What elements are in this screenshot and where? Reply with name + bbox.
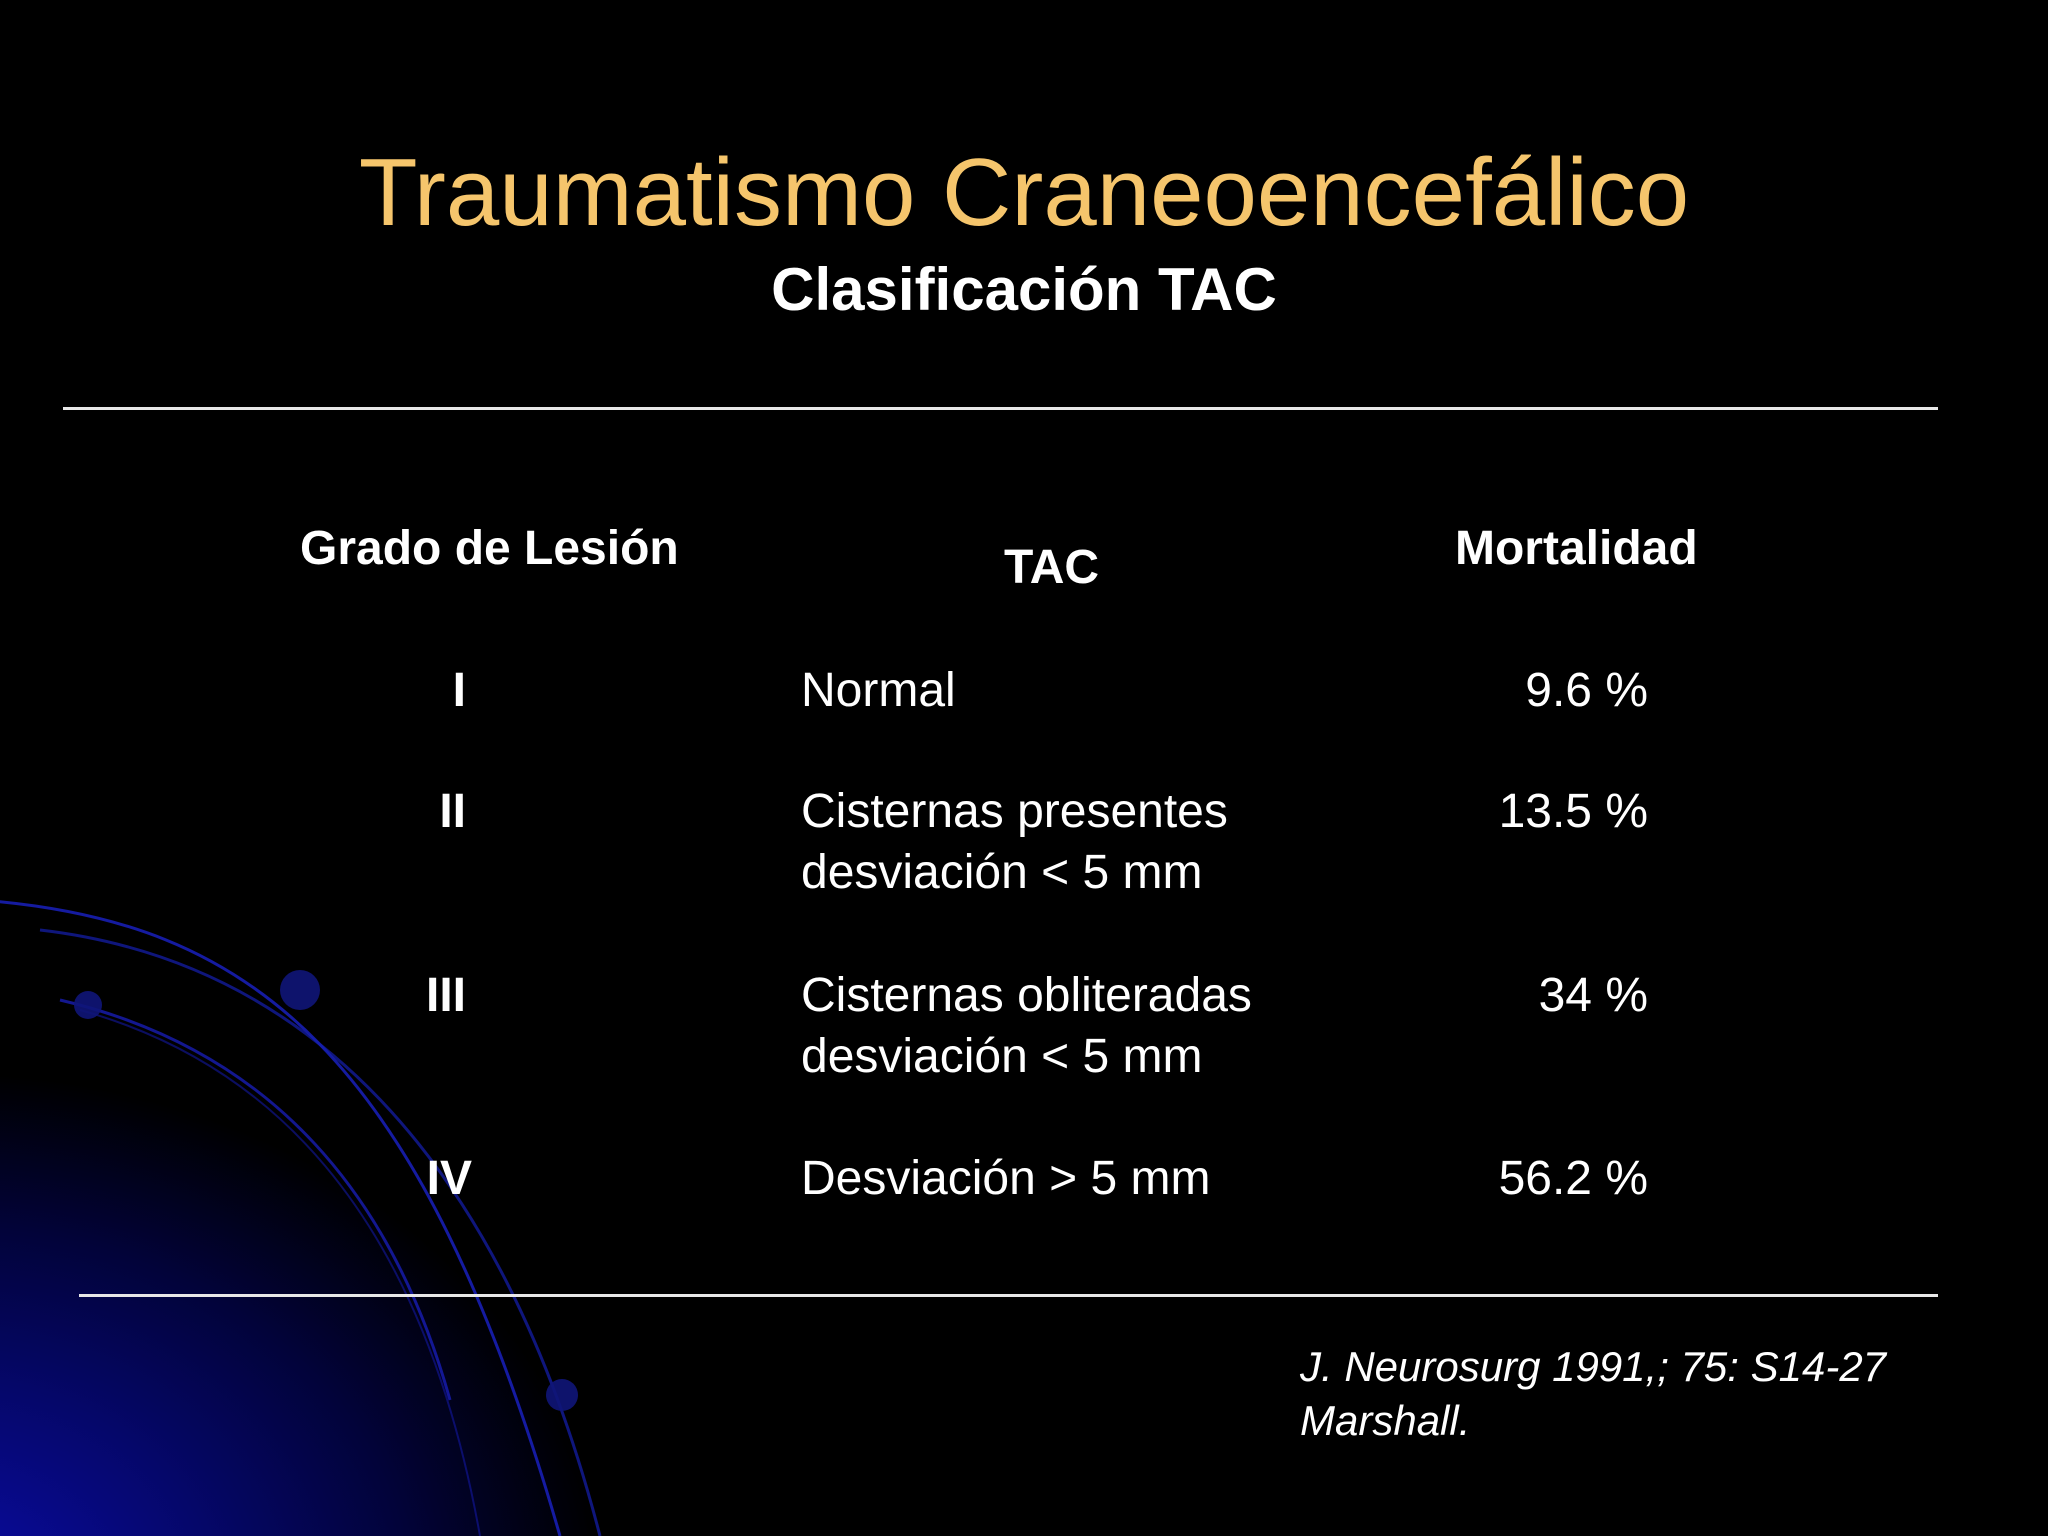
header-grade: Grado de Lesión xyxy=(300,522,679,575)
divider-top xyxy=(63,407,1938,410)
decor-curve-4 xyxy=(80,1010,480,1536)
row-3-tac-line-2: desviación < 5 mm xyxy=(801,1030,1203,1083)
row-3-tac-line-1: Cisternas obliteradas xyxy=(801,969,1252,1022)
reference-line-2: Marshall. xyxy=(1300,1397,1471,1444)
slide-subtitle: Clasificación TAC xyxy=(771,256,1277,323)
row-2-grade: II xyxy=(439,785,466,838)
row-1-tac-line-1: Normal xyxy=(801,664,956,717)
row-4-tac-line-1: Desviación > 5 mm xyxy=(801,1152,1211,1205)
row-3-mortality: 34 % xyxy=(1538,969,1648,1022)
header-mortality: Mortalidad xyxy=(1455,522,1698,575)
row-2-mortality: 13.5 % xyxy=(1498,785,1648,838)
row-3-grade: III xyxy=(425,969,466,1022)
decor-dot-2 xyxy=(74,991,102,1019)
row-4-mortality: 56.2 % xyxy=(1498,1152,1648,1205)
row-2-tac xyxy=(801,781,1228,903)
row-2-tac-line-2: desviación < 5 mm xyxy=(801,846,1203,899)
slide-title: Traumatismo Craneoencefálico xyxy=(358,139,1690,246)
reference-citation xyxy=(1300,1340,1886,1448)
row-4-tac xyxy=(801,1148,1210,1209)
row-1-mortality: 9.6 % xyxy=(1525,664,1648,717)
row-1-tac xyxy=(801,660,956,721)
row-1-grade: I xyxy=(452,664,466,717)
reference-line-1: J. Neurosurg 1991,; 75: S14-27 xyxy=(1300,1343,1887,1390)
row-4-grade: IV xyxy=(426,1152,472,1205)
divider-bottom xyxy=(79,1294,1938,1297)
decor-dot-3 xyxy=(546,1379,578,1411)
header-tac: TAC xyxy=(1004,541,1100,594)
row-2-tac-line-1: Cisternas presentes xyxy=(801,785,1228,838)
row-3-tac xyxy=(801,965,1252,1087)
